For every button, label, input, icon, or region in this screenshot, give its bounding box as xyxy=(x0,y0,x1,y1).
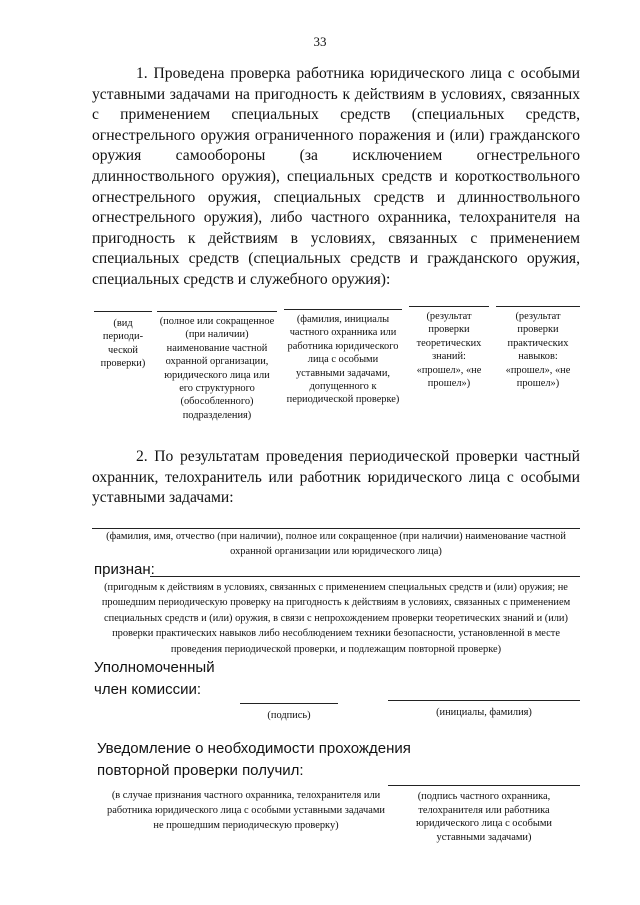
member-label: член комиссии: xyxy=(94,681,202,698)
recognized-label: признан: xyxy=(94,561,155,578)
recognized-line xyxy=(150,576,580,577)
column-line-5 xyxy=(496,306,580,307)
column-line-1 xyxy=(94,311,152,312)
column-caption-1: (вид периоди- ческой проверки) xyxy=(100,318,146,370)
notification-right-caption: (подпись частного охранника, телохранителя или работника юридического лица с особыми уставными задачами) xyxy=(416,791,552,843)
column-caption-4: (результат проверки теоретических знаний: «прошел», «не прошел») xyxy=(416,311,482,390)
paragraph-2: 2. По результатам проведения периодической проверки частный охранник, телохранитель или работник юридического лица с особыми уставными задачами: xyxy=(92,448,580,507)
fio-caption: (фамилия, имя, отчество (при наличии), полное или сокращенное (при наличии) наименование частной охранной организации или юридического лица) xyxy=(106,531,566,558)
initials-caption: (инициалы, фамилия) xyxy=(436,707,532,718)
initials-line xyxy=(388,700,580,701)
column-caption-2: (полное или сокращенное (при наличии) наименование частной охранной организации, юридического лица или его структурного (обособленного) подразделения) xyxy=(159,316,275,421)
paragraph-1: 1. Проведена проверка работника юридического лица с особыми уставными задачами на пригодность к действиям в условиях, связанных с применением специальных средств (специальных средств, огнестрельного оружия ограниченного поражения и (или) гражданского оружия самообороны (за исключением огнестрельного длинноствольного оружия), специальных средств и короткоствольного огнестрельного оружия, специальных средств и длинноствольного огнестрельного оружия), либо частного охранника, телохранителя на пригодность к действиям в условиях, связанных с применением специальных средств (специальных средств и гражданского оружия, специальных средств и служебного оружия): xyxy=(92,65,580,288)
signature-line xyxy=(240,703,338,704)
page-number: 33 xyxy=(313,34,327,49)
notification-line-1: Уведомление о необходимости прохождения xyxy=(97,740,411,757)
column-line-3 xyxy=(284,309,402,310)
notification-line-2: повторной проверки получил: xyxy=(97,762,304,779)
signature-caption: (подпись) xyxy=(267,710,311,721)
authorized-label: Уполномоченный xyxy=(94,659,215,676)
column-caption-3: (фамилия, инициалы частного охранника или работника юридического лица с особыми уставными задачами, допущенного к периодической проверке) xyxy=(286,314,400,406)
notification-left-caption: (в случае признания частного охранника, телохранителя или работника юридического лица с особыми уставными задачами не прошедшим периодическую проверку) xyxy=(107,790,385,831)
recognized-caption: (пригодным к действиям в условиях, связанных с применением специальных средств и (или) оружия; не прошедшим периодическую проверку на пригодность к действиям в условиях, связанных с применением специальных средств и (или) оружия, в связи с непрохождением проверки теоретических знаний и (или) проверки практических навыков либо несоблюдением техники безопасности, установленной в месте проведения периодической проверки, и подлежащим повторной проверке) xyxy=(101,582,571,655)
notification-sign-line xyxy=(388,785,580,786)
column-line-4 xyxy=(409,306,489,307)
column-caption-5: (результат проверки практических навыков: «прошел», «не прошел») xyxy=(505,311,571,390)
column-line-2 xyxy=(157,311,277,312)
